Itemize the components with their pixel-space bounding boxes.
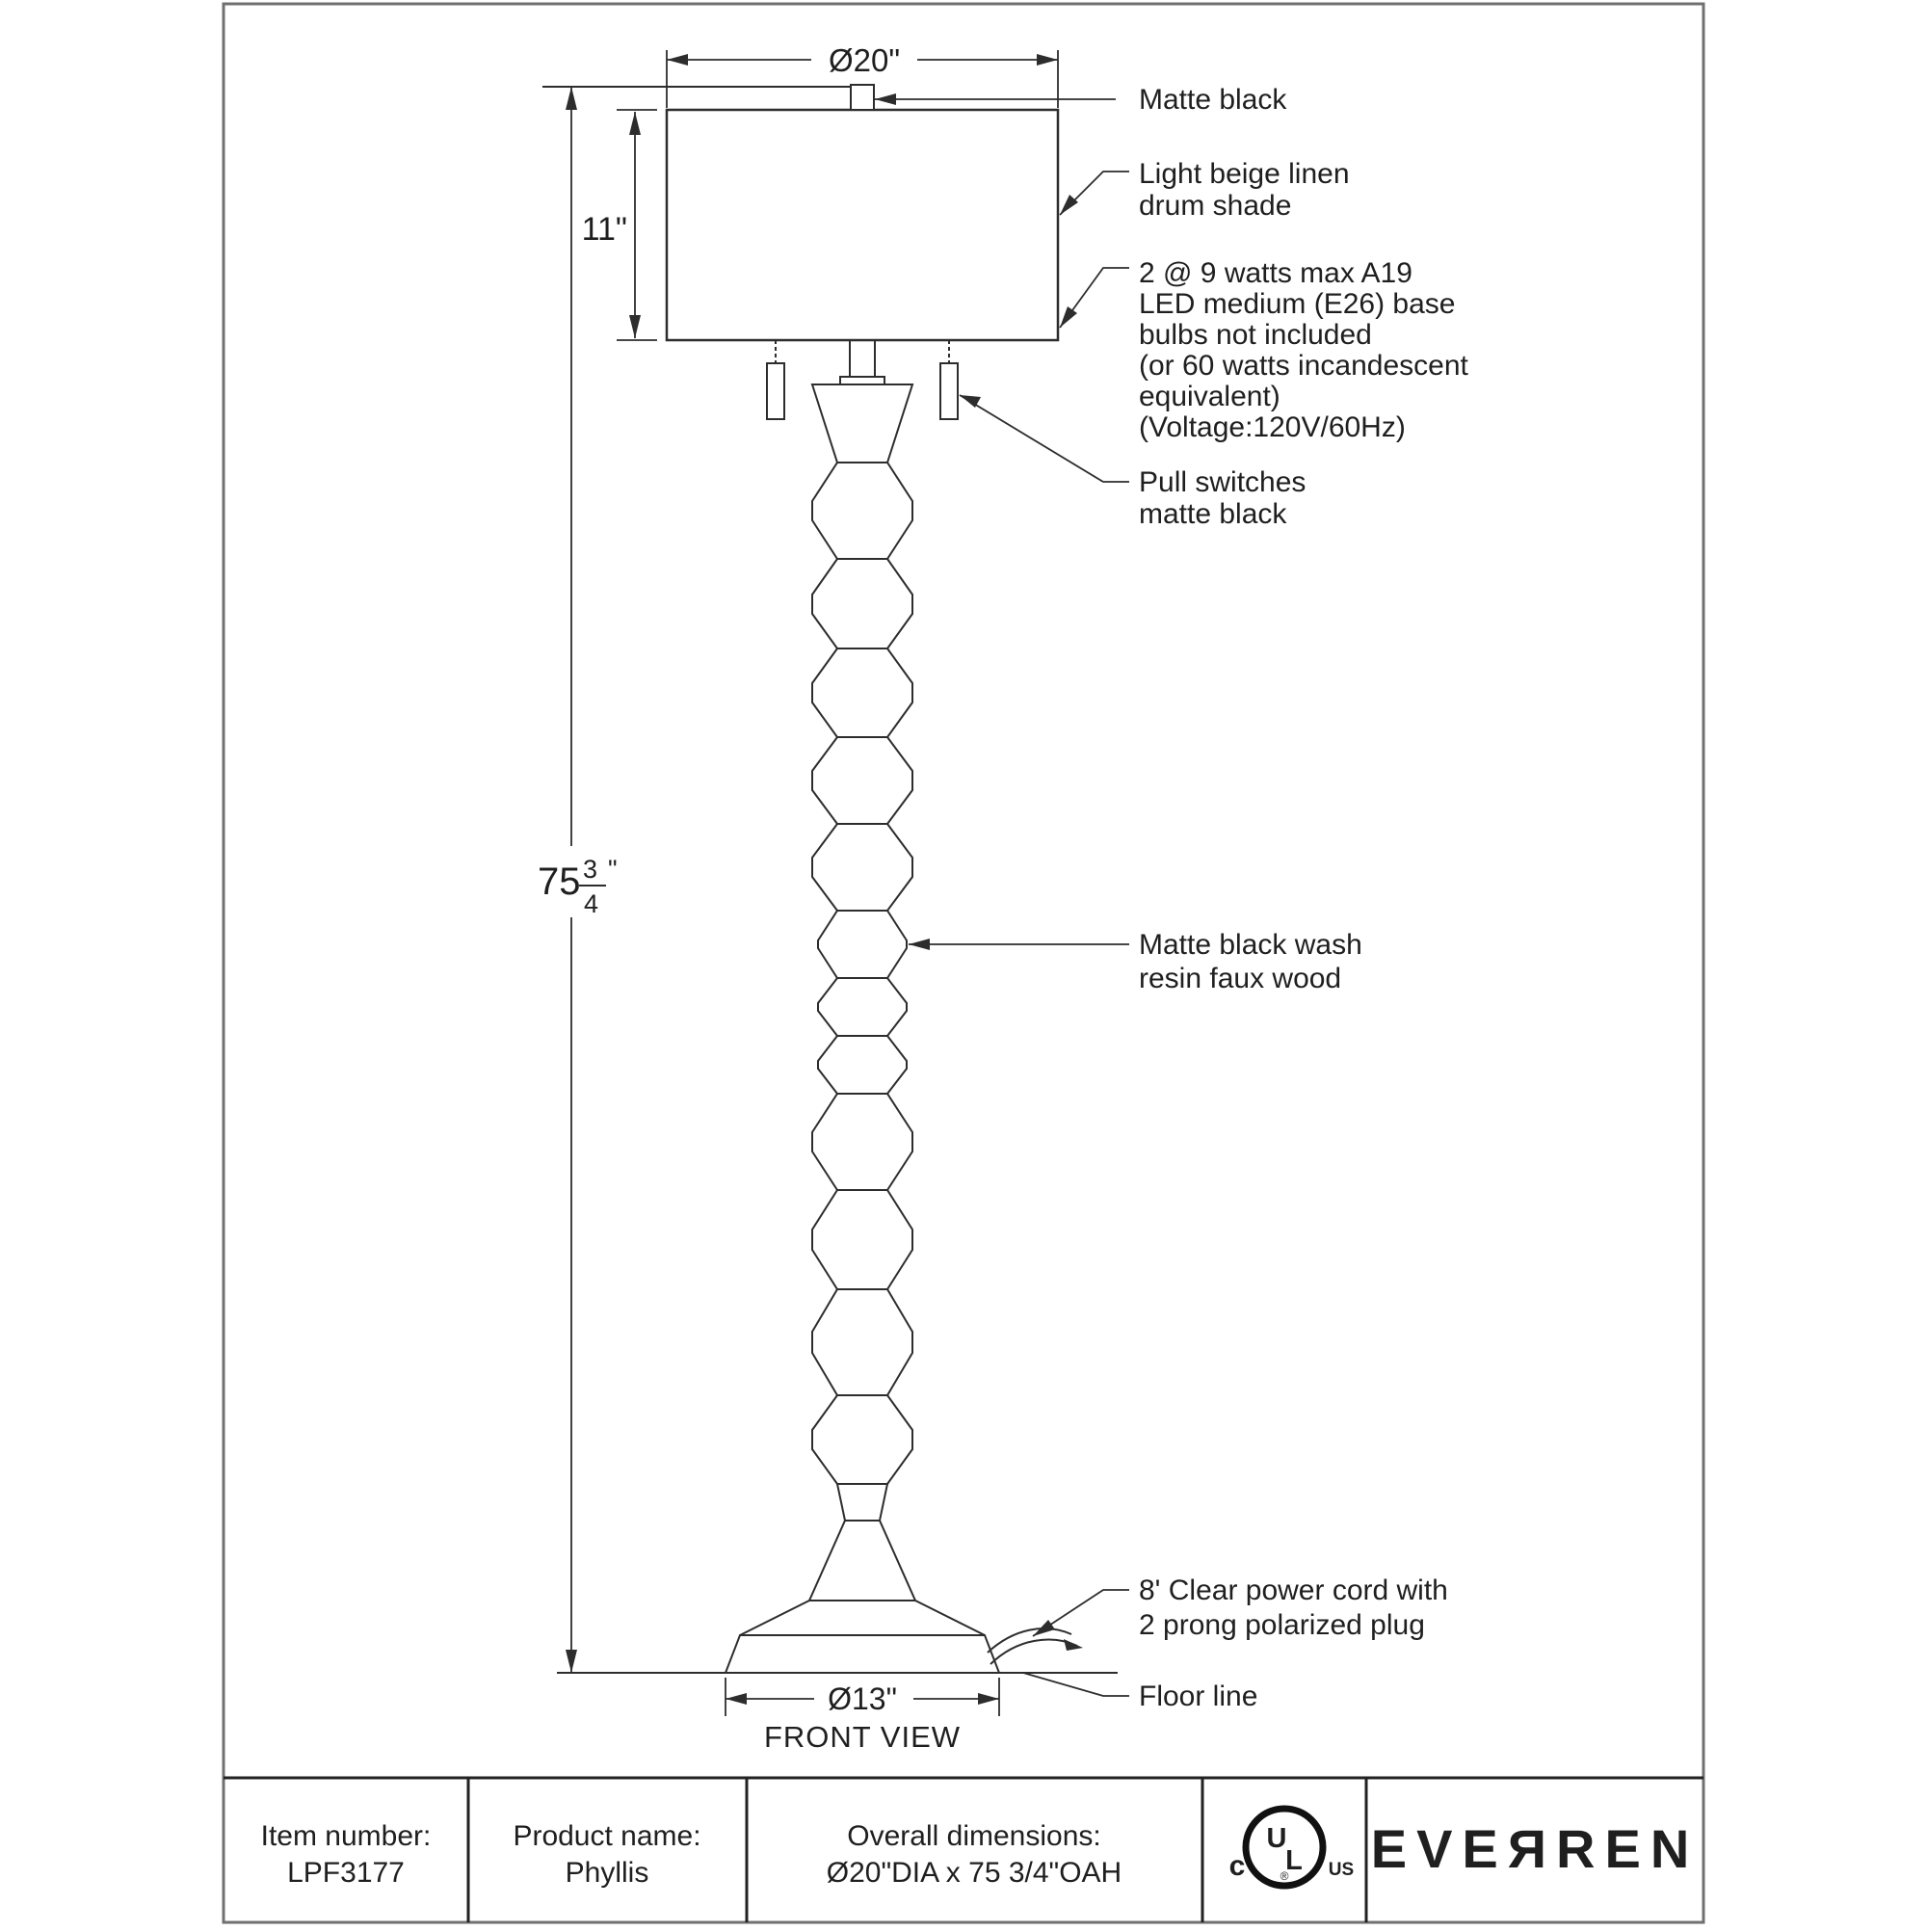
annotation-column-1: Matte black wash	[1139, 929, 1362, 961]
leader-cord	[1033, 1590, 1129, 1636]
annotation-bulbs-5: equivalent)	[1139, 381, 1280, 412]
pull-switch-left	[767, 363, 784, 419]
annotation-cord-1: 8' Clear power cord with	[1139, 1575, 1448, 1606]
dimension-lines	[566, 50, 1058, 1716]
annotation-switches-1: Pull switches	[1139, 466, 1307, 498]
annotation-labels	[1139, 84, 1469, 1712]
height-whole: 75	[538, 860, 581, 903]
item-number-label: Item number:	[260, 1820, 432, 1852]
annotation-column-2: resin faux wood	[1139, 963, 1342, 994]
column-hexagons	[812, 463, 912, 1484]
overall-dimensions-label: Overall dimensions:	[847, 1820, 1101, 1852]
footer-table	[224, 1778, 1703, 1922]
product-name-value: Phyllis	[565, 1857, 649, 1889]
ul-logo-r: ®	[1280, 1869, 1289, 1883]
ul-logo-u: U	[1266, 1823, 1287, 1854]
leader-switches	[960, 395, 1129, 482]
overall-dimensions-value: Ø20"DIA x 75 3/4"OAH	[826, 1857, 1122, 1889]
leader-bulbs	[1060, 268, 1129, 328]
ul-logo-us: US	[1328, 1860, 1355, 1880]
view-label: FRONT VIEW	[763, 1720, 962, 1754]
center-rod	[850, 340, 875, 377]
annotation-floor: Floor line	[1139, 1681, 1258, 1712]
height-frac-den: 4	[584, 889, 599, 918]
label-shade-height: 11"	[581, 211, 627, 248]
annotation-bulbs-1: 2 @ 9 watts max A19	[1139, 257, 1412, 289]
leader-finial	[875, 93, 1116, 105]
annotation-finial: Matte black	[1139, 84, 1287, 116]
lamp-drawing	[542, 85, 1118, 1673]
leader-column	[909, 939, 1129, 950]
finial	[851, 85, 874, 110]
annotation-bulbs-4: (or 60 watts incandescent	[1139, 350, 1468, 382]
column-neck	[812, 384, 912, 463]
height-unit: "	[608, 855, 618, 884]
item-number-value: LPF3177	[287, 1857, 405, 1889]
label-overall-height	[538, 855, 618, 918]
ul-logo-l: L	[1285, 1845, 1303, 1876]
pull-switch-right	[940, 363, 958, 419]
height-frac-num: 3	[583, 855, 598, 884]
annotation-bulbs-2: LED medium (E26) base	[1139, 288, 1456, 320]
annotation-switches-2: matte black	[1139, 498, 1287, 530]
base-lower	[726, 1635, 999, 1673]
leader-lines	[875, 93, 1129, 1696]
annotation-shade-1: Light beige linen	[1139, 158, 1350, 190]
annotation-cord-2: 2 prong polarized plug	[1139, 1609, 1425, 1641]
ul-certification-icon	[1229, 1809, 1355, 1886]
leader-floor	[1023, 1673, 1129, 1696]
rod-flange	[840, 377, 884, 384]
product-name-label: Product name:	[513, 1820, 701, 1852]
annotation-bulbs-3: bulbs not included	[1139, 319, 1372, 351]
base-upper	[740, 1601, 985, 1635]
shade-outline	[667, 110, 1058, 340]
label-base-diameter: Ø13"	[828, 1681, 897, 1716]
leader-shade	[1060, 172, 1129, 215]
brand-logo: EVEЯREN	[1370, 1818, 1700, 1879]
annotation-shade-2: drum shade	[1139, 190, 1292, 222]
column-foot	[837, 1484, 887, 1521]
base-cone	[809, 1521, 915, 1601]
label-shade-diameter: Ø20"	[828, 42, 901, 78]
ul-logo-c: c	[1228, 1850, 1246, 1882]
annotation-bulbs-6: (Voltage:120V/60Hz)	[1139, 411, 1406, 443]
